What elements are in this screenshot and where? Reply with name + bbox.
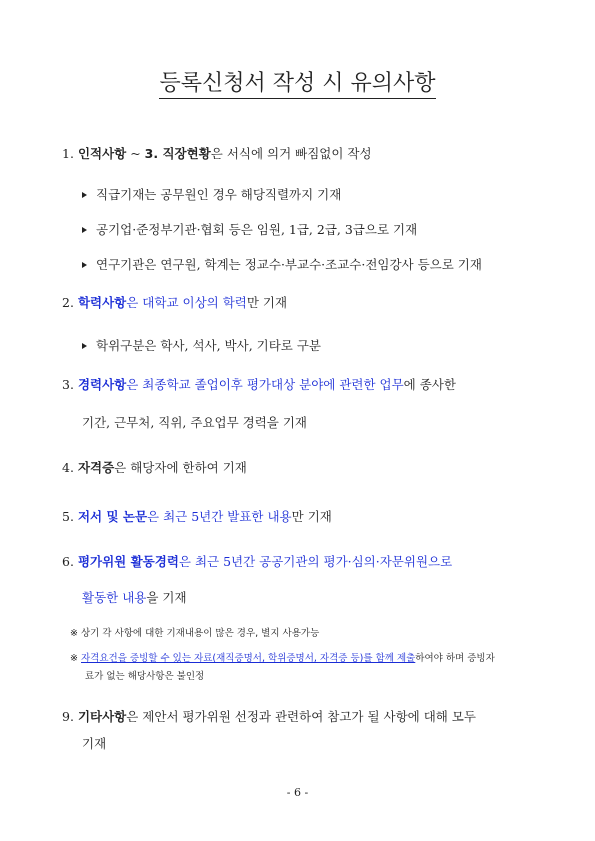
item-3-continued: 기간, 근무처, 직위, 주요업무 경력을 기재 [82,415,307,430]
triangle-bullet-icon [82,192,87,198]
item-6-continued: 활동한 내용을 기재 [82,590,187,605]
note-2-continued: 료가 없는 해당사항은 불인정 [85,671,205,682]
note-1: ※ 상기 각 사항에 대한 기재내용이 많은 경우, 별지 사용가능 [70,628,320,639]
note-2: ※ 자격요건을 증빙할 수 있는 자료(재직증명서, 학위증명서, 자격증 등)를 함께 제출하여야 하며 증빙자 [70,653,495,664]
item-1: 1. 인적사항 ~ 3. 직장현황은 서식에 의거 빠짐없이 작성 [62,146,372,161]
triangle-bullet-icon [82,227,87,233]
item-3: 3. 경력사항은 최종학교 졸업이후 평가대상 분야에 관련한 업무에 종사한 [62,377,456,392]
bullet-item: 공기업·준정부기관·협회 등은 임원, 1급, 2급, 3급으로 기재 [82,222,417,238]
item-2: 2. 학력사항은 대학교 이상의 학력만 기재 [62,295,288,310]
triangle-bullet-icon [82,343,87,349]
bullet-item: 직급기재는 공무원인 경우 해당직렬까지 기재 [82,187,341,203]
item-9-continued: 기재 [82,736,107,751]
bullet-item: 연구기관은 연구원, 학계는 정교수·부교수·조교수·전임강사 등으로 기재 [82,257,482,273]
bullet-item: 학위구분은 학사, 석사, 박사, 기타로 구분 [82,338,321,354]
item-6: 6. 평가위원 활동경력은 최근 5년간 공공기관의 평가·심의·자문위원으로 [62,554,453,569]
item-5: 5. 저서 및 논문은 최근 5년간 발표한 내용만 기재 [62,509,332,524]
item-4: 4. 자격증은 해당자에 한하여 기재 [62,460,247,475]
page-number: - 6 - [286,786,309,799]
triangle-bullet-icon [82,262,87,268]
item-9: 9. 기타사항은 제안서 평가위원 선정과 관련하여 참고가 될 사항에 대해 모두 [62,709,476,724]
page-title: 등록신청서 작성 시 유의사항 [0,66,595,97]
